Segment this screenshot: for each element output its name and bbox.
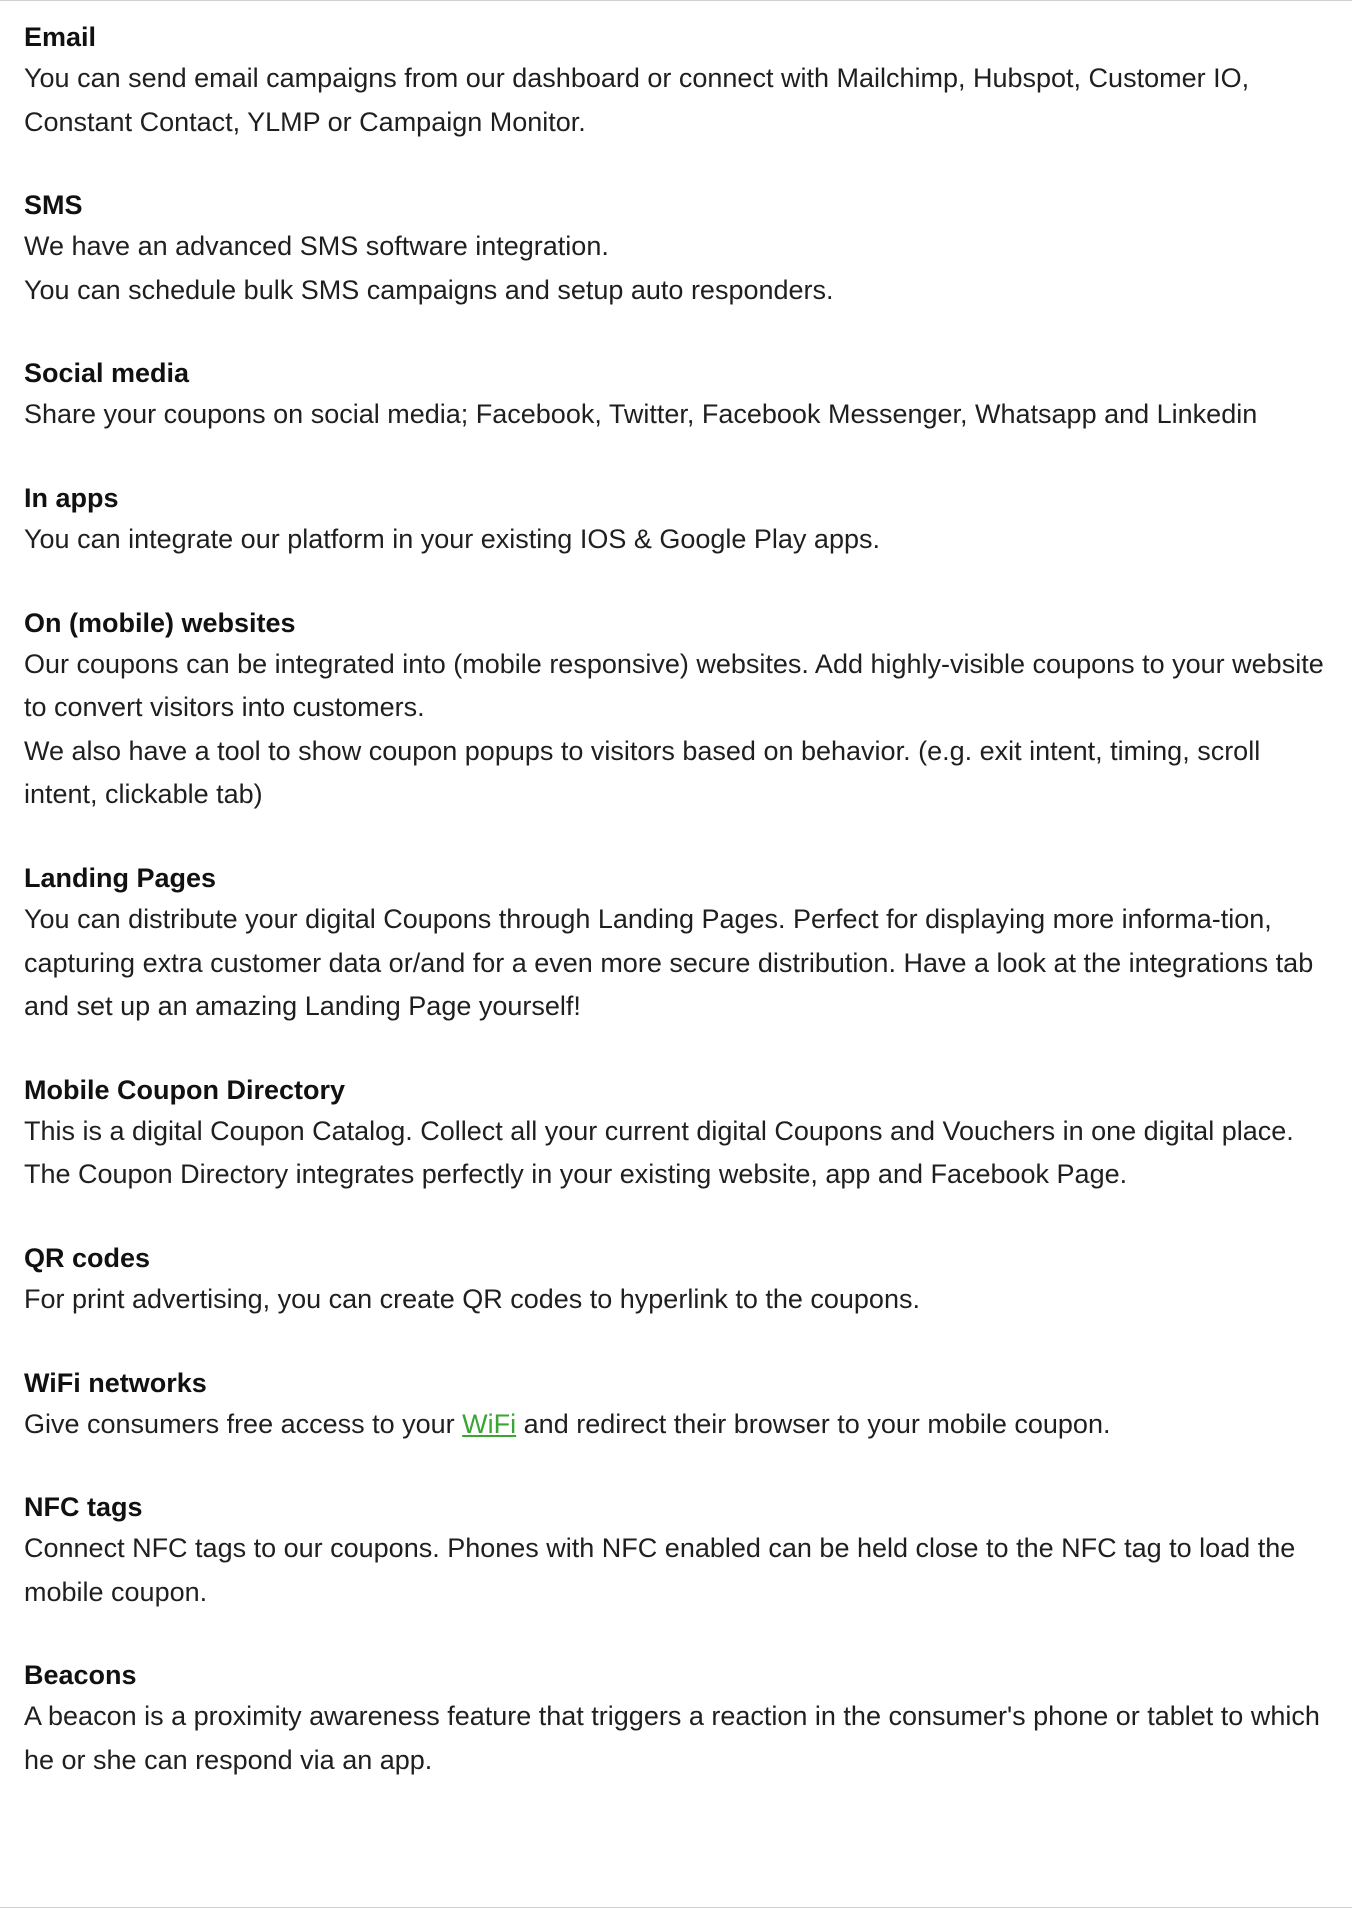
- section-text: Connect NFC tags to our coupons. Phones with NFC enabled can be held close to the NFC tag to load the mobile coupon.: [24, 1533, 1296, 1607]
- section-title: Beacons: [24, 1660, 137, 1691]
- section-title: Mobile Coupon Directory: [24, 1074, 346, 1105]
- section-title: In apps: [24, 482, 119, 513]
- section-title: WiFi networks: [24, 1367, 207, 1398]
- section-title: Email: [24, 22, 97, 52]
- section-title: Landing Pages: [24, 862, 217, 893]
- section-text: For print advertising, you can create QR codes to hyperlink to the coupons.: [24, 1283, 920, 1314]
- wifi-link[interactable]: WiFi: [462, 1408, 517, 1439]
- section-text: Our coupons can be integrated into (mobile responsive) websites. Add highly-visible coupons to your website to convert visitors into customers.: [24, 648, 1324, 723]
- section-text: We have an advanced SMS software integration.: [24, 231, 609, 262]
- section-coupon-directory: [24, 1072, 1328, 1197]
- section-text: You can integrate our platform in your existing IOS & Google Play apps.: [24, 523, 880, 554]
- section-title: QR codes: [24, 1242, 151, 1273]
- section-email: [24, 19, 1328, 144]
- wifi-text-before: Give consumers free access to your: [24, 1408, 463, 1439]
- section-text: [24, 1403, 1328, 1447]
- section-beacons: [24, 1657, 1328, 1782]
- section-title: SMS: [24, 190, 83, 221]
- section-qr-codes: [24, 1240, 1328, 1322]
- section-text: A beacon is a proximity awareness feature that triggers a reaction in the consumer's phone or tablet to which he or she can respond via an app.: [24, 1701, 1320, 1775]
- section-title: On (mobile) websites: [24, 607, 296, 638]
- section-social-media: [24, 355, 1328, 437]
- section-wifi-networks: [24, 1365, 1328, 1447]
- section-title: Social media: [24, 358, 190, 389]
- section-text: You can schedule bulk SMS campaigns and setup auto responders.: [24, 274, 834, 305]
- section-nfc-tags: [24, 1489, 1328, 1614]
- section-landing-pages: [24, 860, 1328, 1029]
- section-title: NFC tags: [24, 1492, 143, 1523]
- section-text: Share your coupons on social media; Facebook, Twitter, Facebook Messenger, Whatsapp and Linkedin: [24, 399, 1258, 430]
- section-mobile-websites: [24, 605, 1328, 817]
- section-sms: [24, 187, 1328, 312]
- wifi-text-after: and redirect their browser to your mobile coupon.: [516, 1408, 1111, 1439]
- section-text: This is a digital Coupon Catalog. Collect all your current digital Coupons and Vouchers in one digital place. The Coupon Directory integrates perfectly in your existing website, app and Facebook Page.: [24, 1115, 1294, 1190]
- section-text: You can distribute your digital Coupons through Landing Pages. Perfect for displaying more informa-tion, capturing extra customer data or/and for a even more secure distribution. Have a look at the integrations tab and set up an amazing Landing Page yourself!: [24, 903, 1314, 1022]
- section-text: We also have a tool to show coupon popups to visitors based on behavior. (e.g. exit intent, timing, scroll intent, clickable tab): [24, 735, 1261, 810]
- section-in-apps: [24, 480, 1328, 562]
- section-text: You can send email campaigns from our dashboard or connect with Mailchimp, Hubspot, Customer IO, Constant Contact, YLMP or Campaign Monitor.: [24, 63, 1250, 137]
